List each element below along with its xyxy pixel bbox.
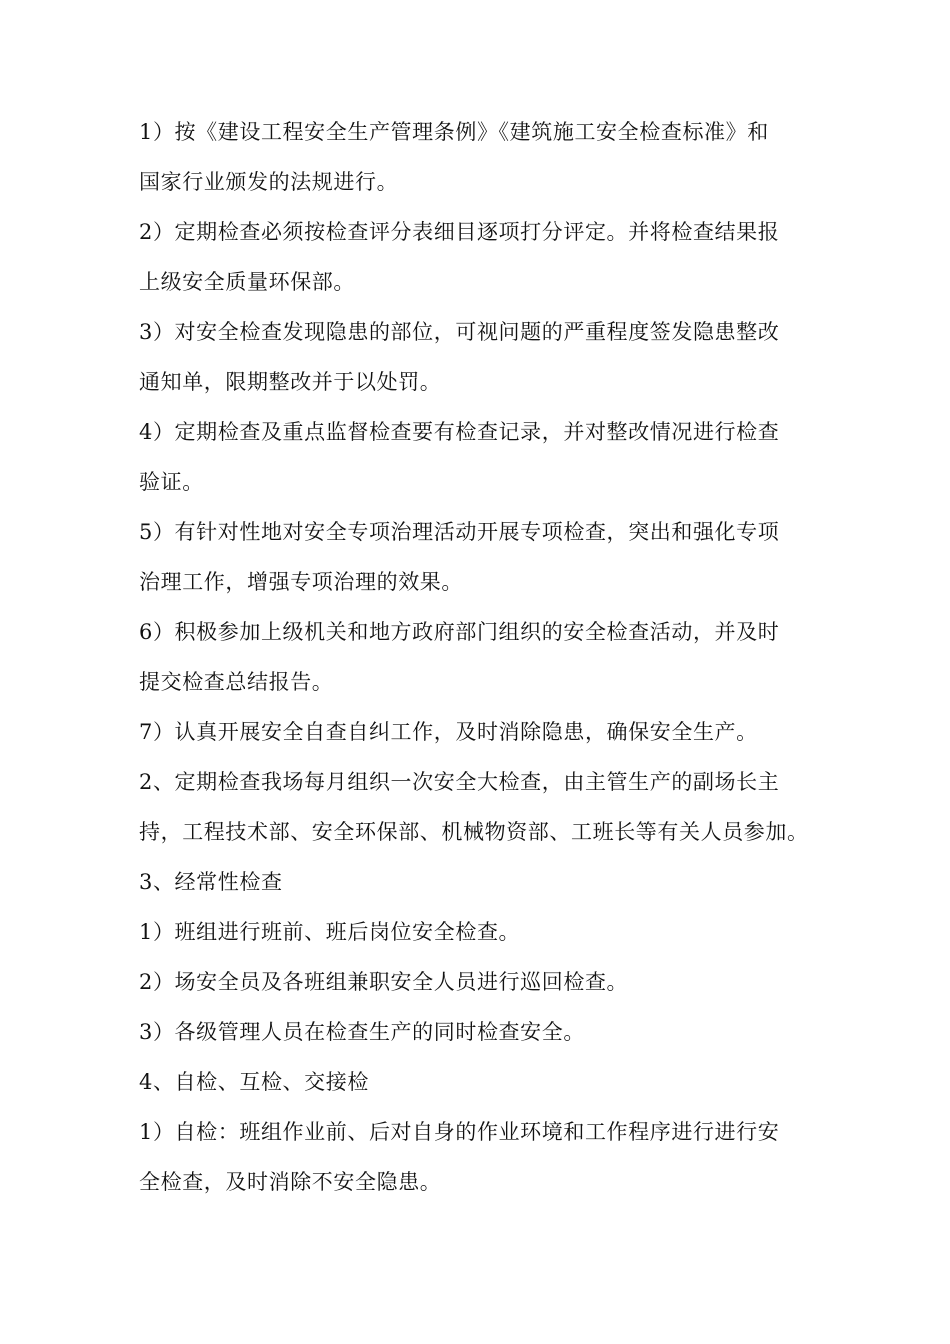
text-line: 2）场安全员及各班组兼职安全人员进行巡回检查。: [139, 970, 629, 994]
text-line: 1）自检：班组作业前、后对自身的作业环境和工作程序进行进行安: [139, 1120, 780, 1144]
text-line: 上级安全质量环保部。: [139, 270, 355, 294]
text-line: 全检查，及时消除不安全隐患。: [139, 1170, 442, 1194]
text-line: 4）定期检查及重点监督检查要有检查记录，并对整改情况进行检查: [139, 420, 780, 444]
section-heading: 3、经常性检查: [139, 870, 283, 894]
text-line: 6）积极参加上级机关和地方政府部门组织的安全检查活动，并及时: [139, 620, 780, 644]
text-line: 治理工作，增强专项治理的效果。: [139, 570, 463, 594]
text-line: 提交检查总结报告。: [139, 670, 334, 694]
text-line: 通知单，限期整改并于以处罚。: [139, 370, 442, 394]
text-line: 持，工程技术部、安全环保部、机械物资部、工班长等有关人员参加。: [139, 820, 809, 844]
text-line: 国家行业颁发的法规进行。: [139, 170, 399, 194]
section-heading: 4、自检、互检、交接检: [139, 1070, 369, 1094]
text-line: 3）对安全检查发现隐患的部位，可视问题的严重程度签发隐患整改: [139, 320, 780, 344]
document-body: [139, 120, 839, 1220]
text-line: 验证。: [139, 470, 204, 494]
text-line: 2、定期检查我场每月组织一次安全大检查，由主管生产的副场长主: [139, 770, 780, 794]
text-line: 1）班组进行班前、班后岗位安全检查。: [139, 920, 521, 944]
text-line: 1）按《建设工程安全生产管理条例》《建筑施工安全检查标准》和: [139, 120, 769, 144]
text-line: 2）定期检查必须按检查评分表细目逐项打分评定。并将检查结果报: [139, 220, 780, 244]
text-line: 3）各级管理人员在检查生产的同时检查安全。: [139, 1020, 585, 1044]
text-line: 5）有针对性地对安全专项治理活动开展专项检查，突出和强化专项: [139, 520, 780, 544]
text-line: 7）认真开展安全自查自纠工作，及时消除隐患，确保安全生产。: [139, 720, 758, 744]
